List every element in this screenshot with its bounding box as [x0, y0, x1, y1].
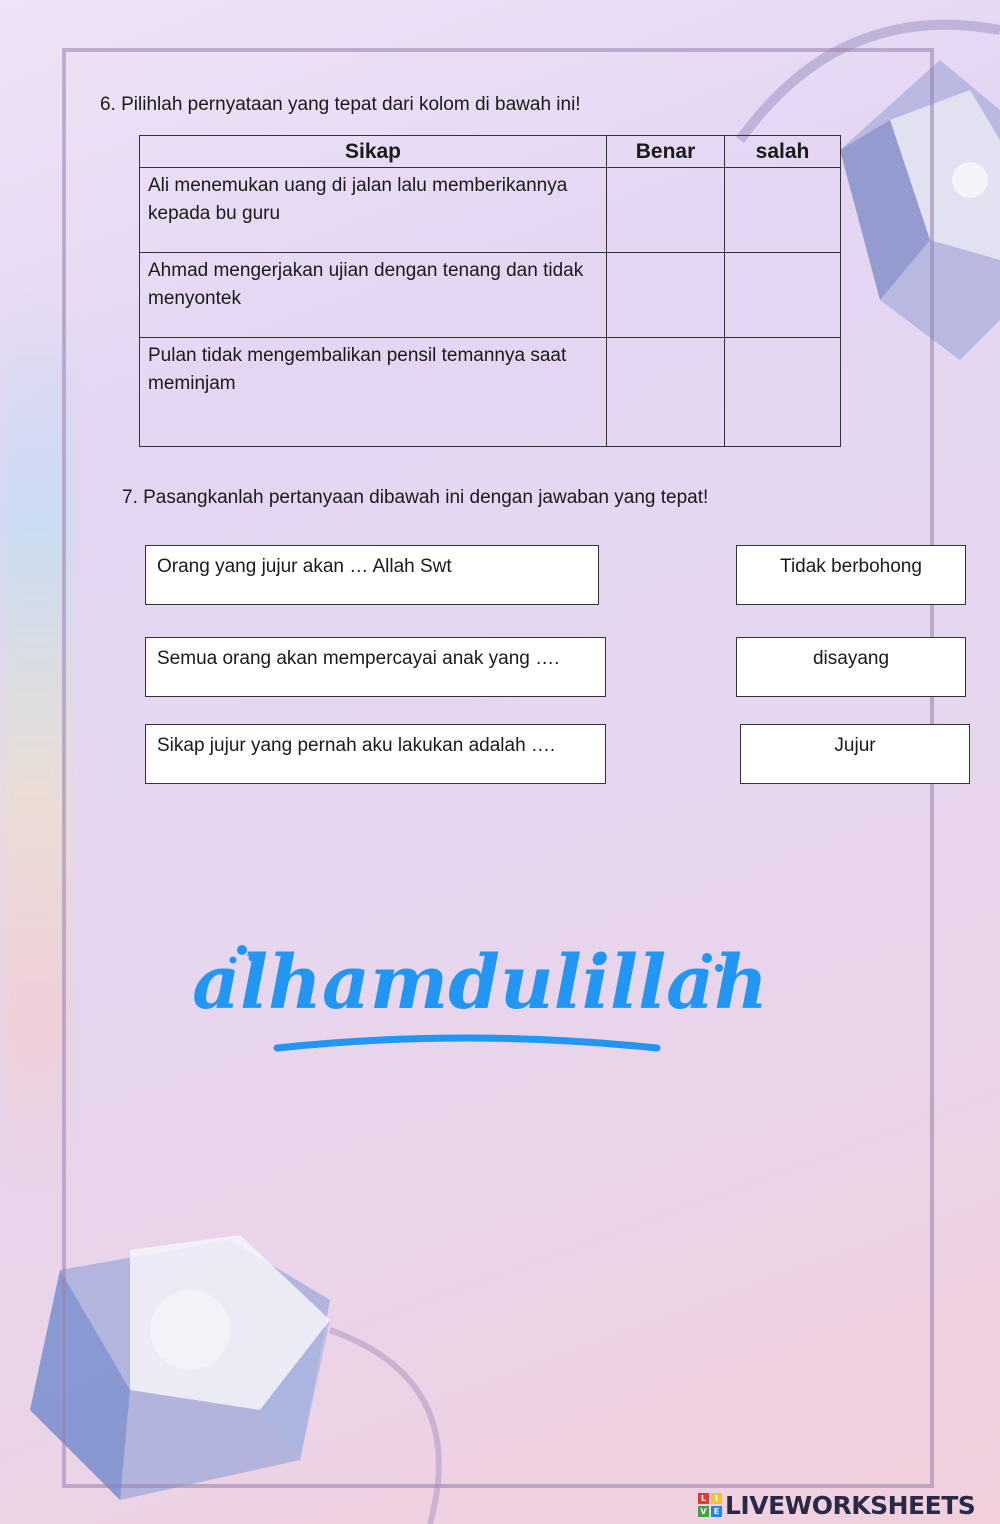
- match-answer-3[interactable]: Jujur: [740, 724, 970, 784]
- liveworksheets-logo-icon: L I V E: [698, 1493, 722, 1517]
- question-6-title: 6. Pilihlah pernyataan yang tepat dari kolom di bawah ini!: [100, 94, 581, 115]
- sikap-statement: Pulan tidak mengembalikan pensil temannya saat meminjam: [140, 338, 607, 447]
- match-question-3[interactable]: Sikap jujur yang pernah aku lakukan adalah ….: [145, 724, 606, 784]
- background-gradient: [0, 300, 70, 1200]
- header-sikap: Sikap: [140, 136, 607, 168]
- header-benar: Benar: [607, 136, 725, 168]
- header-salah: salah: [725, 136, 841, 168]
- salah-cell[interactable]: [725, 338, 841, 447]
- benar-cell[interactable]: [607, 168, 725, 253]
- table-row: [140, 338, 841, 447]
- sikap-statement: Ali menemukan uang di jalan lalu memberikannya kepada bu guru: [140, 168, 607, 253]
- match-answer-2[interactable]: disayang: [736, 637, 966, 697]
- brand-name: LIVEWORKSHEETS: [725, 1490, 976, 1520]
- sikap-table: [139, 135, 841, 447]
- closing-word: alhamdulillah: [192, 940, 768, 1026]
- match-question-2[interactable]: Semua orang akan mempercayai anak yang ….: [145, 637, 606, 697]
- match-answer-1[interactable]: Tidak berbohong: [736, 545, 966, 605]
- table-row: [140, 253, 841, 338]
- benar-cell[interactable]: [607, 338, 725, 447]
- match-question-1[interactable]: Orang yang jujur akan … Allah Swt: [145, 545, 599, 605]
- salah-cell[interactable]: [725, 253, 841, 338]
- table-row: [140, 168, 841, 253]
- liveworksheets-logo[interactable]: [698, 1490, 975, 1520]
- benar-cell[interactable]: [607, 253, 725, 338]
- sikap-statement: Ahmad mengerjakan ujian dengan tenang dan tidak menyontek: [140, 253, 607, 338]
- question-7-title: 7. Pasangkanlah pertanyaan dibawah ini dengan jawaban yang tepat!: [122, 487, 709, 508]
- alhamdulillah-lettering: [192, 920, 768, 1060]
- salah-cell[interactable]: [725, 168, 841, 253]
